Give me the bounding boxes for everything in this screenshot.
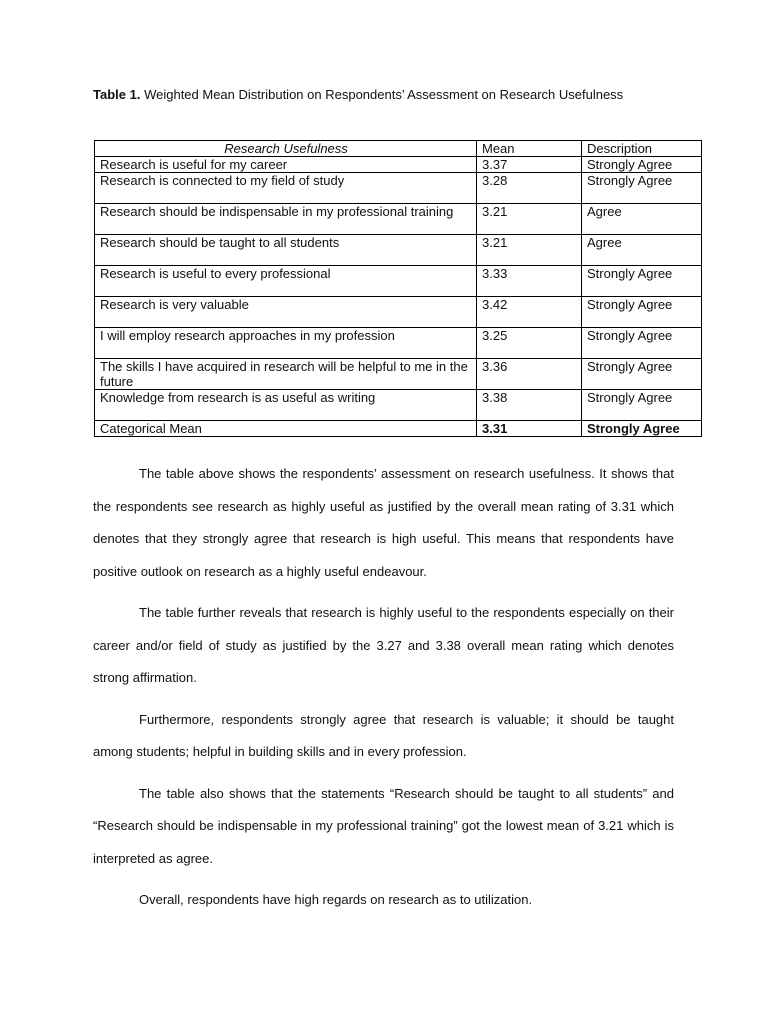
row-mean: 3.33 — [477, 266, 582, 297]
table-caption-text: Weighted Mean Distribution on Respondents’ Assessment on Research Usefulness — [144, 87, 624, 102]
table-row — [95, 390, 702, 421]
row-mean: 3.21 — [477, 204, 582, 235]
row-statement: I will employ research approaches in my profession — [95, 328, 477, 359]
row-description: Strongly Agree — [582, 266, 702, 297]
table-row — [95, 328, 702, 359]
row-mean: 3.25 — [477, 328, 582, 359]
row-description: Strongly Agree — [582, 328, 702, 359]
paragraph: The table also shows that the statements “Research should be taught to all students” and “Research should be indispensable in my professional training” got the lowest mean of 3.21 which is interpreted as agree. — [93, 785, 674, 866]
table-caption-label: Table 1. — [93, 87, 141, 102]
table-caption — [93, 87, 623, 103]
categorical-mean-row — [95, 421, 702, 437]
row-mean: 3.42 — [477, 297, 582, 328]
row-statement: Research is useful to every professional — [95, 266, 477, 297]
row-description: Strongly Agree — [582, 297, 702, 328]
categorical-mean-description: Strongly Agree — [582, 421, 702, 437]
categorical-mean-label: Categorical Mean — [95, 421, 477, 437]
row-description: Strongly Agree — [582, 390, 702, 421]
row-statement: Research is useful for my career — [95, 157, 477, 173]
categorical-mean-value: 3.31 — [477, 421, 582, 437]
usefulness-table — [94, 140, 702, 437]
table-row — [95, 173, 702, 204]
row-description: Strongly Agree — [582, 173, 702, 204]
row-description: Agree — [582, 204, 702, 235]
header-description: Description — [582, 141, 702, 157]
body-text — [93, 458, 674, 926]
row-mean: 3.38 — [477, 390, 582, 421]
table-row — [95, 235, 702, 266]
row-statement: Research should be indispensable in my professional training — [95, 204, 477, 235]
paragraph: The table above shows the respondents’ assessment on research usefulness. It shows that the respondents see research as highly useful as justified by the overall mean rating of 3.31 which denotes that they strongly agree that research is high useful. This means that respondents have positive outlook on research as a highly useful endeavour. — [93, 466, 674, 579]
header-mean: Mean — [477, 141, 582, 157]
header-research-usefulness: Research Usefulness — [95, 141, 477, 157]
row-mean: 3.37 — [477, 157, 582, 173]
row-statement: Research should be taught to all students — [95, 235, 477, 266]
paragraph: Overall, respondents have high regards on research as to utilization. — [139, 892, 533, 907]
table-row — [95, 359, 702, 390]
table-row — [95, 157, 702, 173]
table-header-row — [95, 141, 702, 157]
paragraph: Furthermore, respondents strongly agree that research is valuable; it should be taught among students; helpful in building skills and in every profession. — [93, 711, 674, 759]
row-mean: 3.21 — [477, 235, 582, 266]
row-description: Agree — [582, 235, 702, 266]
row-mean: 3.28 — [477, 173, 582, 204]
table-row — [95, 297, 702, 328]
table-row — [95, 204, 702, 235]
paragraph: The table further reveals that research is highly useful to the respondents especially on their career and/or field of study as justified by the 3.27 and 3.38 overall mean rating which denotes strong affirmation. — [93, 605, 674, 685]
row-statement: Research is connected to my field of study — [95, 173, 477, 204]
row-mean: 3.36 — [477, 359, 582, 390]
row-statement: Knowledge from research is as useful as writing — [95, 390, 477, 421]
row-description: Strongly Agree — [582, 157, 702, 173]
row-statement: Research is very valuable — [95, 297, 477, 328]
row-statement: The skills I have acquired in research will be helpful to me in the future — [95, 359, 477, 390]
row-description: Strongly Agree — [582, 359, 702, 390]
table-row — [95, 266, 702, 297]
